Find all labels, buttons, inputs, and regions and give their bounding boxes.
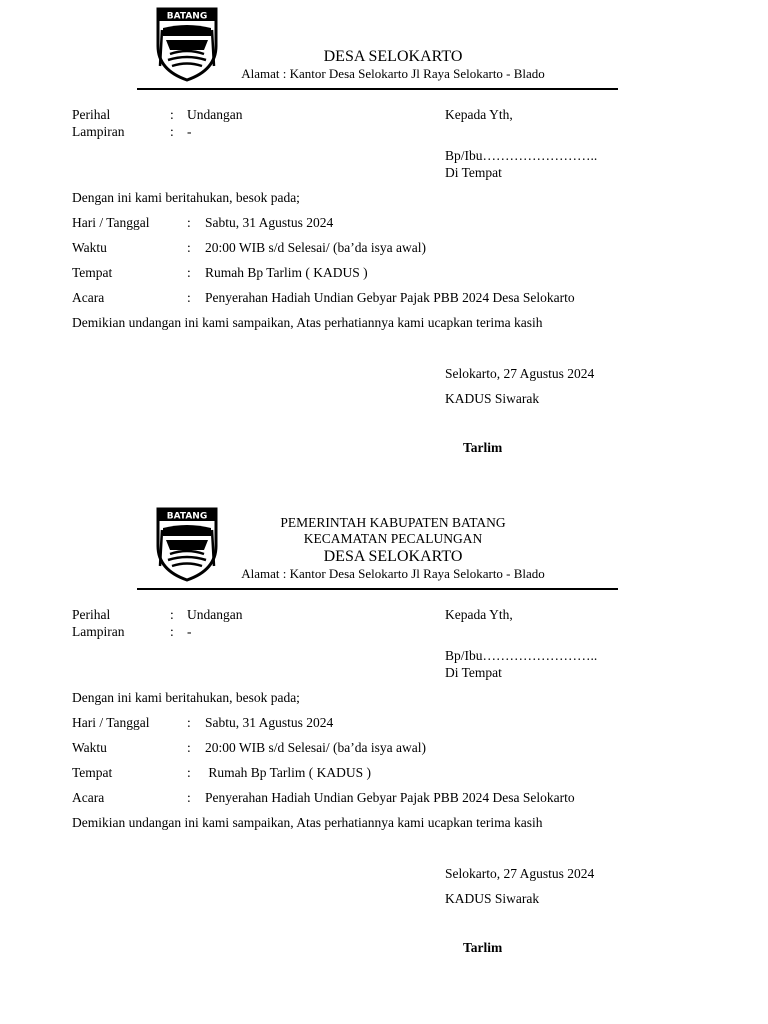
intro-text: Dengan ini kami beritahukan, besok pada; bbox=[72, 690, 300, 705]
detail-value: Rumah Bp Tarlim ( KADUS ) bbox=[205, 265, 368, 280]
lampiran-label: Lampiran bbox=[72, 624, 125, 639]
detail-colon: : bbox=[187, 790, 191, 805]
signature-name: Tarlim bbox=[463, 440, 503, 455]
detail-value: Penyerahan Hadiah Undian Gebyar Pajak PBB 2024 Desa Selokarto bbox=[205, 290, 575, 305]
lampiran-label: Lampiran bbox=[72, 124, 125, 139]
detail-colon: : bbox=[187, 715, 191, 730]
recipient-greeting: Kepada Yth, bbox=[445, 607, 513, 622]
lampiran-value: - bbox=[187, 124, 192, 139]
detail-label: Tempat bbox=[72, 265, 113, 280]
office-address: Alamat : Kantor Desa Selokarto Jl Raya Selokarto - Blado bbox=[241, 66, 545, 81]
detail-label: Tempat bbox=[72, 765, 113, 780]
detail-colon: : bbox=[187, 740, 191, 755]
government-name: PEMERINTAH KABUPATEN BATANG bbox=[280, 515, 506, 530]
perihal-colon: : bbox=[170, 607, 174, 622]
lampiran-colon: : bbox=[170, 124, 174, 139]
detail-value: Rumah Bp Tarlim ( KADUS ) bbox=[205, 765, 372, 780]
emblem-lettering: BATANG bbox=[166, 11, 208, 22]
closing-text: Demikian undangan ini kami sampaikan, Atas perhatiannya kami ucapkan terima kasih bbox=[72, 815, 543, 830]
emblem-lettering: BATANG bbox=[166, 511, 208, 522]
signature-place-date: Selokarto, 27 Agustus 2024 bbox=[445, 866, 595, 881]
closing-text: Demikian undangan ini kami sampaikan, Atas perhatiannya kami ucapkan terima kasih bbox=[72, 315, 543, 330]
detail-colon: : bbox=[187, 240, 191, 255]
invitation-letter-2 bbox=[0, 500, 768, 1000]
detail-label: Hari / Tanggal bbox=[72, 715, 150, 730]
recipient-name-blank: Bp/Ibu…………………….. bbox=[445, 648, 598, 663]
perihal-label: Perihal bbox=[72, 607, 111, 622]
signature-name: Tarlim bbox=[463, 940, 503, 955]
recipient-location: Di Tempat bbox=[445, 665, 502, 680]
detail-label: Acara bbox=[72, 790, 105, 805]
perihal-value: Undangan bbox=[187, 107, 243, 122]
perihal-value: Undangan bbox=[187, 607, 243, 622]
detail-value: 20:00 WIB s/d Selesai/ (ba’da isya awal) bbox=[205, 240, 426, 255]
village-name: DESA SELOKARTO bbox=[323, 48, 463, 65]
invitation-letter-1 bbox=[0, 0, 768, 500]
letterhead-divider bbox=[137, 88, 618, 90]
detail-colon: : bbox=[187, 265, 191, 280]
recipient-name-blank: Bp/Ibu…………………….. bbox=[445, 148, 598, 163]
signature-position: KADUS Siwarak bbox=[445, 391, 540, 406]
office-address: Alamat : Kantor Desa Selokarto Jl Raya Selokarto - Blado bbox=[241, 566, 545, 581]
signature-position: KADUS Siwarak bbox=[445, 891, 540, 906]
detail-value: Sabtu, 31 Agustus 2024 bbox=[205, 215, 334, 230]
lampiran-colon: : bbox=[170, 624, 174, 639]
detail-colon: : bbox=[187, 215, 191, 230]
detail-colon: : bbox=[187, 290, 191, 305]
detail-value: Sabtu, 31 Agustus 2024 bbox=[205, 715, 334, 730]
signature-place-date: Selokarto, 27 Agustus 2024 bbox=[445, 366, 595, 381]
detail-value: Penyerahan Hadiah Undian Gebyar Pajak PBB 2024 Desa Selokarto bbox=[205, 790, 575, 805]
detail-label: Waktu bbox=[72, 240, 107, 255]
perihal-label: Perihal bbox=[72, 107, 111, 122]
perihal-colon: : bbox=[170, 107, 174, 122]
detail-label: Hari / Tanggal bbox=[72, 215, 150, 230]
detail-label: Waktu bbox=[72, 740, 107, 755]
detail-label: Acara bbox=[72, 290, 105, 305]
detail-value: 20:00 WIB s/d Selesai/ (ba’da isya awal) bbox=[205, 740, 426, 755]
district-name: KECAMATAN PECALUNGAN bbox=[303, 531, 483, 546]
lampiran-value: - bbox=[187, 624, 192, 639]
recipient-location: Di Tempat bbox=[445, 165, 502, 180]
detail-colon: : bbox=[187, 765, 191, 780]
intro-text: Dengan ini kami beritahukan, besok pada; bbox=[72, 190, 300, 205]
recipient-greeting: Kepada Yth, bbox=[445, 107, 513, 122]
letterhead-divider bbox=[137, 588, 618, 590]
village-name: DESA SELOKARTO bbox=[323, 548, 463, 565]
